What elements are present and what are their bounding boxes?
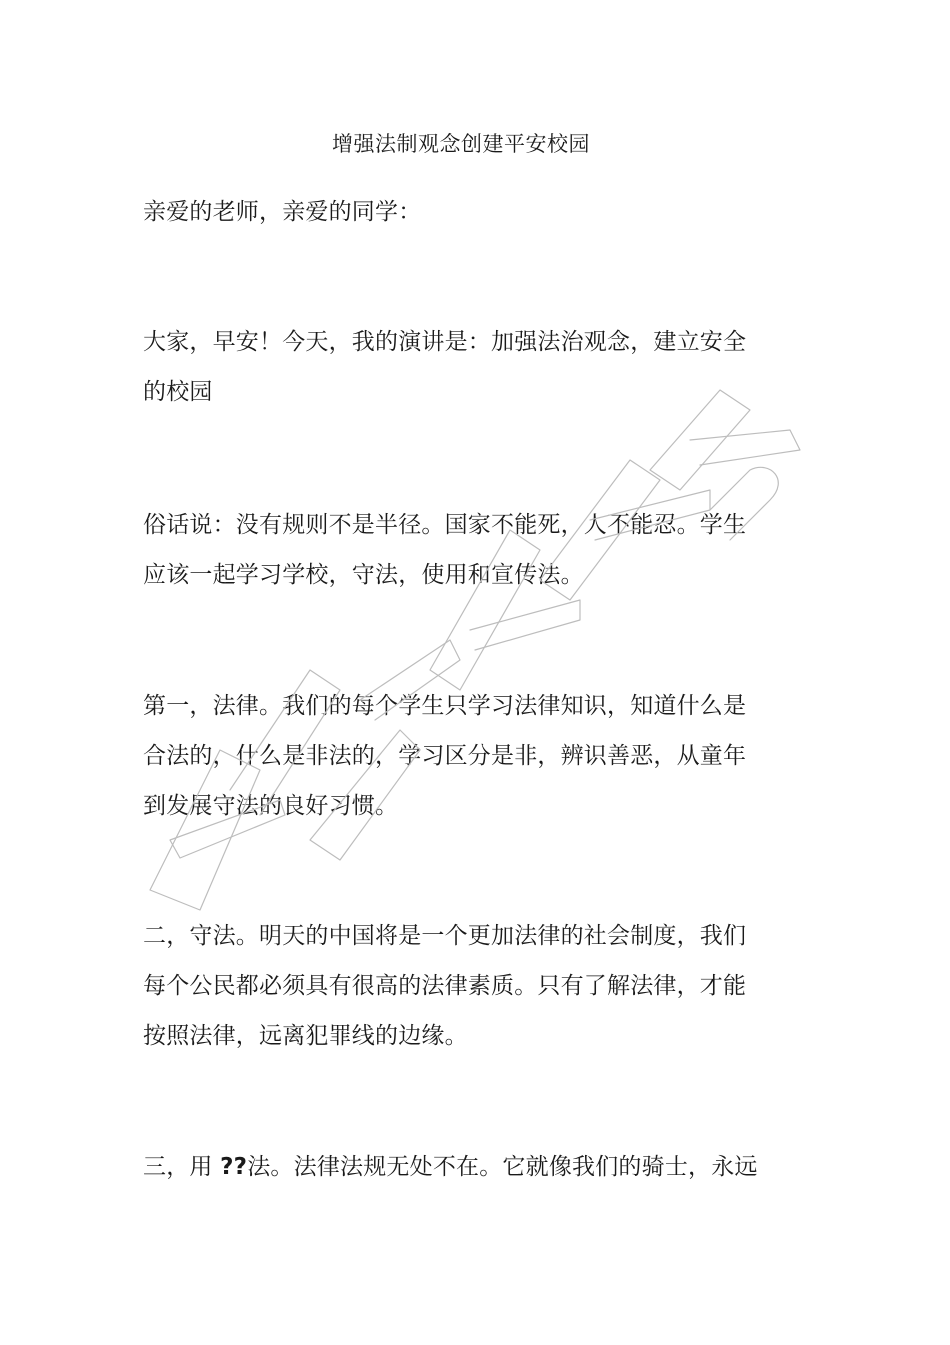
point1-line-3: 到发展守法的良好习惯。 (143, 793, 399, 819)
point1-paragraph (143, 681, 747, 831)
document-title: 增强法制观念创建平安校园 (332, 132, 590, 156)
greeting-line: 亲爱的老师，亲爱的同学： (143, 199, 422, 225)
point3-bold: ?? (220, 1154, 248, 1180)
intro-line-1: 大家，早安！今天，我的演讲是：加强法治观念，建立安全 (143, 329, 747, 355)
point3-prefix: 三，用 (143, 1154, 221, 1180)
proverb-line-2: 应该一起学习学校，守法，使用和宣传法。 (143, 562, 584, 588)
proverb-paragraph (143, 500, 747, 600)
point3-rest: 法。法律法规无处不在。它就像我们的骑士，永远 (247, 1154, 758, 1180)
point1-line-2: 合法的，什么是非法的，学习区分是非，辨识善恶，从童年 (143, 743, 747, 769)
proverb-line-1: 俗话说：没有规则不是半径。国家不能死，人不能忍。学生 (143, 512, 747, 538)
intro-paragraph (143, 317, 747, 417)
point3-line-1 (143, 1142, 763, 1192)
point3-paragraph (143, 1142, 763, 1192)
intro-line-2: 的校园 (143, 379, 213, 405)
point2-line-1: 二，守法。明天的中国将是一个更加法律的社会制度，我们 (143, 923, 747, 949)
watermark-graphic (110, 370, 810, 930)
greeting (143, 187, 743, 237)
point2-paragraph (143, 911, 747, 1061)
point2-line-2: 每个公民都必须具有很高的法律素质。只有了解法律，才能 (143, 973, 747, 999)
point1-line-1: 第一，法律。我们的每个学生只学习法律知识，知道什么是 (143, 693, 747, 719)
point2-line-3: 按照法律，远离犯罪线的边缘。 (143, 1023, 468, 1049)
